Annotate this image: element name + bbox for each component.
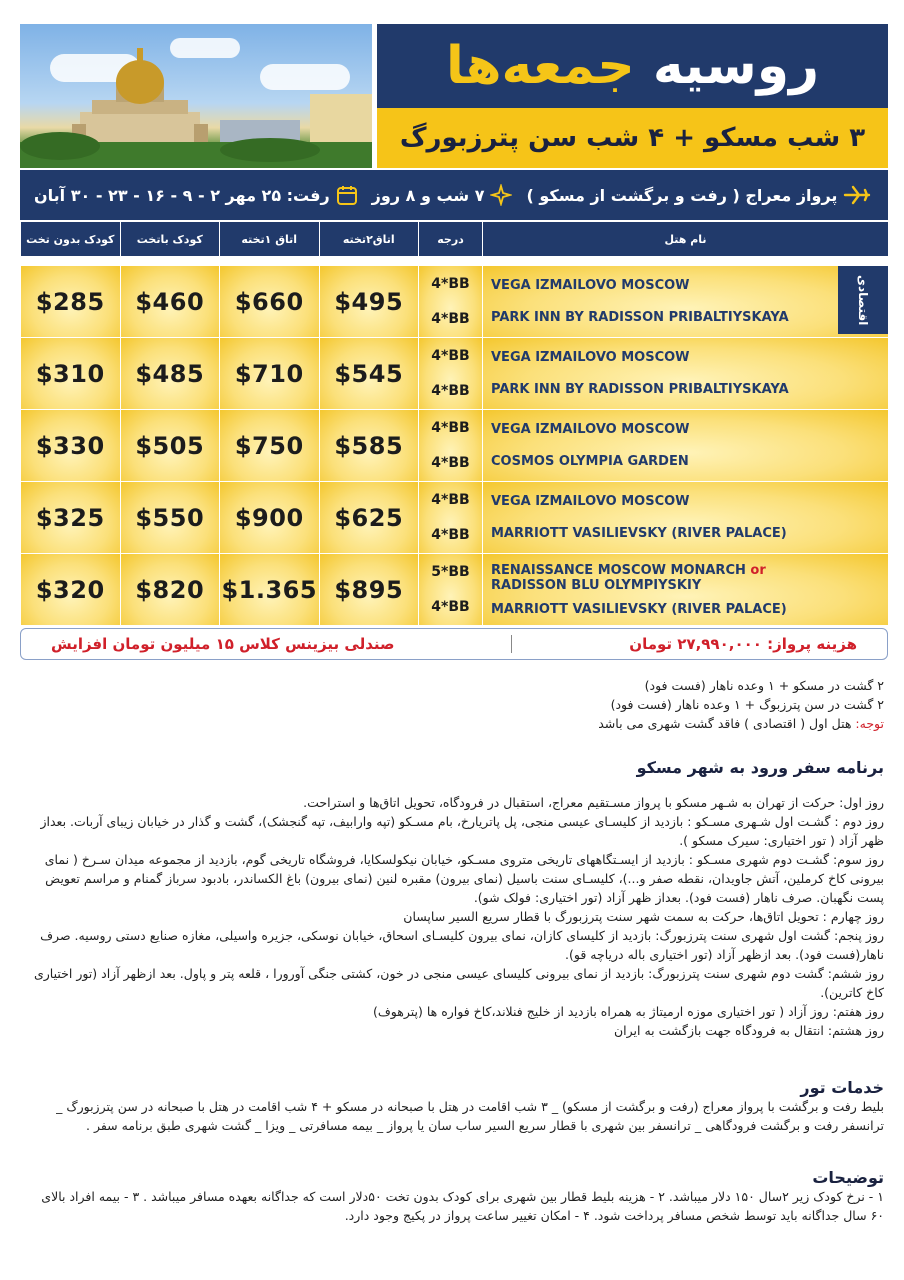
header-child-bed: کودک باتخت	[120, 222, 220, 256]
hotel-option-a: RENAISSANCE MOSCOW MONARCH	[491, 562, 746, 578]
price-table	[20, 266, 888, 626]
grade-1: 4*BB	[431, 347, 470, 364]
price-single: $1.365	[219, 554, 319, 625]
hotel-stpetersburg: PARK INN BY RADISSON PRIBALTIYSKAYA	[491, 381, 789, 397]
header-hotel: نام هتل	[482, 222, 888, 256]
hotel-option-b: RADISSON BLU OLYMPIYSKIY	[491, 577, 702, 593]
grade-2: 4*BB	[431, 311, 470, 328]
table-row	[20, 482, 888, 554]
price-child-nobed: $285	[20, 266, 120, 337]
itinerary-title: برنامه سفر ورود به شهر مسکو	[636, 758, 884, 777]
table-row	[20, 266, 888, 338]
note-attention	[24, 714, 884, 733]
grade-1: 4*BB	[431, 491, 470, 508]
day-6: روز ششم: گشت دوم شهری سنت پترزبورگ: بازدید از نمای بیرونی کلیسای عیسی منجی در خون، کشتی جنگی آورورا ، قلعه پتر و پاول. بعد ازظهر آزاد (تور اختیاری کاخ کاترین).	[33, 966, 884, 1000]
price-single: $900	[219, 482, 319, 553]
grade-cell	[418, 554, 482, 625]
remarks-section	[24, 1168, 884, 1225]
table-row	[20, 554, 888, 626]
sparkle-icon	[490, 184, 512, 206]
price-double: $585	[319, 410, 419, 481]
price-double: $495	[319, 266, 419, 337]
header-single: اتاق ۱تخته	[219, 222, 319, 256]
st-petersburg-photo	[20, 24, 372, 168]
header-grade: درجه	[418, 222, 482, 256]
hotel-stpetersburg: MARRIOTT VASILIEVSKY (RIVER PALACE)	[491, 525, 787, 541]
grade-cell	[418, 338, 482, 409]
cathedral-illustration	[20, 24, 372, 168]
hotel-stpetersburg: PARK INN BY RADISSON PRIBALTIYSKAYA	[491, 309, 789, 325]
day-4: روز چهارم : تحویل اتاق‌ها، حرکت به سمت شهر سنت پترزبورگ با قطار سریع السیر ساپسان	[403, 909, 884, 924]
duration-group	[372, 184, 513, 206]
remarks-title: توضیحات	[812, 1168, 884, 1187]
hotel-stpetersburg: COSMOS OLYMPIA GARDEN	[491, 453, 689, 469]
grade-cell	[418, 410, 482, 481]
day-1: روز اول: حرکت از تهران به شـهر مسکو با پرواز مسـتقیم معراج، استقبال در فرودگاه، تحویل اتاق‌ها و استراحت.	[303, 795, 884, 810]
grade-2: 4*BB	[431, 599, 470, 616]
calendar-icon	[336, 184, 358, 206]
or-label: or	[750, 562, 766, 578]
price-double: $545	[319, 338, 419, 409]
notes-section	[24, 676, 884, 733]
grade-1: 4*BB	[431, 419, 470, 436]
price-single: $710	[219, 338, 319, 409]
services-section	[24, 1078, 884, 1135]
hotel-cell	[482, 266, 888, 337]
price-child-bed: $505	[120, 410, 220, 481]
day-5: روز پنجم: گشت اول شهری سنت پترزبورگ: بازدید از کلیسای کازان، نمای بیرون کلیسـای اسحاق، خیابان نوسکی، جزیره واسیلی، مغازه صنایع دستی روسیه. صرف ناهار(فست فود). بعد ازظهر آزاد (تور اختیاری باله دریاچه قو).	[40, 928, 884, 962]
services-title: خدمات تور	[800, 1078, 884, 1097]
business-class-bar	[20, 628, 888, 660]
dates-group	[34, 184, 358, 206]
grade-2: 4*BB	[431, 383, 470, 400]
subtitle: ۳ شب مسکو + ۴ شب سن پترزبورگ	[399, 123, 866, 153]
itinerary-section	[24, 758, 884, 1040]
subtitle-banner	[377, 108, 888, 168]
day-3: روز سوم: گشـت دوم شهری مسـکو : بازدید از ایسـتگاههای تاریخی متروی مسـکو، خیابان نیکولسکایا، فروشگاه تاریخی گوم، بازدید از مجموعه میدان سـرخ ( نمای بیرونی کاخ کرملین، آتش جاویدان، نقطه صفر و...)، کلیسـای سنت باسیل (نمای بیرون) مقبره لنین (نمای بیرون) باغ الکساندر، بادبود سرباز گمنام و مراسم تعویض پست نگهبان. صرف ناهار (فست فود). بعداز ظهر آزاد (تور اختیاری: فولک شو).	[44, 852, 884, 905]
note-moscow-tours: ۲ گشت در مسکو + ۱ وعده ناهار (فست فود)	[644, 678, 884, 693]
price-child-nobed: $310	[20, 338, 120, 409]
flight-info: پرواز معراج ( رفت و برگشت از مسکو )	[526, 185, 838, 205]
price-child-nobed: $325	[20, 482, 120, 553]
price-child-nobed: $330	[20, 410, 120, 481]
title-white: روسیه	[652, 36, 820, 96]
hotel-cell	[482, 410, 888, 481]
price-double: $625	[319, 482, 419, 553]
hotel-cell	[482, 554, 888, 625]
grade-2: 4*BB	[431, 455, 470, 472]
header-child-nobed: کودک بدون تخت	[20, 222, 120, 256]
day-8: روز هشتم: انتقال به فرودگاه جهت بازگشت به ایران	[614, 1023, 884, 1038]
price-single: $660	[219, 266, 319, 337]
header-double: اتاق۲تخته	[319, 222, 419, 256]
note-stpetersburg-tours: ۲ گشت در سن پترزبوگ + ۱ وعده ناهار (فست فود)	[610, 697, 884, 712]
economy-badge	[838, 266, 888, 334]
day-7: روز هفتم: روز آزاد ( تور اختیاری موزه ارمیتاژ به همراه بازدید از خلیج فنلاند،کاخ فواره ها (پترهوف)	[372, 1004, 884, 1019]
travel-dates: رفت: ۲۵ مهر ۲ - ۹ - ۱۶ - ۲۳ - ۳۰ آبان	[34, 185, 330, 205]
price-table-header	[20, 222, 888, 256]
grade-1: 4*BB	[431, 275, 470, 292]
tour-duration: ۷ شب و ۸ روز	[371, 185, 485, 205]
divider	[511, 635, 512, 653]
hotel-cell	[482, 338, 888, 409]
grade-cell	[418, 266, 482, 337]
page-title	[446, 36, 819, 96]
business-seat-note: صندلی بیزینس کلاس ۱۵ میلیون تومان افزایش	[51, 635, 395, 653]
hotel-moscow: VEGA IZMAILOVO MOSCOW	[491, 422, 690, 438]
price-single: $750	[219, 410, 319, 481]
hotel-stpetersburg: MARRIOTT VASILIEVSKY (RIVER PALACE)	[491, 601, 787, 617]
price-child-bed: $460	[120, 266, 220, 337]
grade-2: 4*BB	[431, 527, 470, 544]
date-bar	[20, 170, 888, 220]
hotel-moscow: VEGA IZMAILOVO MOSCOW	[491, 494, 690, 510]
services-text: بلیط رفت و برگشت با پرواز معراج (رفت و برگشت از مسکو) _ ۳ شب اقامت در هتل با صبحانه در مسکو + ۴ شب اقامت در هتل با صبحانه در سن پترزبورگ _ ترانسفر رفت و برگشت فرودگاهی _ ترانسفر بین شهری با قطار سریع السیر ساب سان یا پرواز _ بیمه مسافرتی _ ویزا _ گشت شهری طبق برنامه سفر .	[56, 1099, 884, 1133]
grade-1: 5*BB	[431, 563, 470, 580]
day-2: روز دوم : گشـت اول شـهری مسـکو : بازدید از کلیسـای عیسی منجی، پل پاتریارخ، بام مسـکو (تپه وارابیف، تپه گنجشک)، گشت و گذار در خیابان زیبای آربات. بعداز ظهر آزاد ( تور اختیاری: سیرک مسکو ).	[40, 814, 884, 848]
title-banner	[377, 24, 888, 108]
flight-group	[526, 184, 873, 206]
price-child-bed: $550	[120, 482, 220, 553]
hotel-cell	[482, 482, 888, 553]
note-text: هتل اول ( اقتصادی ) فاقد گشت شهری می باشد	[598, 716, 856, 731]
economy-label: اقتصادی	[856, 274, 870, 326]
hotel-moscow	[491, 563, 766, 593]
price-child-bed: $485	[120, 338, 220, 409]
note-label: توجه:	[855, 716, 884, 731]
hotel-moscow: VEGA IZMAILOVO MOSCOW	[491, 350, 690, 366]
price-double: $895	[319, 554, 419, 625]
hotel-moscow: VEGA IZMAILOVO MOSCOW	[491, 278, 690, 294]
table-row	[20, 338, 888, 410]
price-child-bed: $820	[120, 554, 220, 625]
price-child-nobed: $320	[20, 554, 120, 625]
remarks-text: ۱ - نرخ کودک زیر ۲سال ۱۵۰ دلار میباشد. ۲ - هزینه بلیط قطار بین شهری برای کودک بدون تخت ۵۰دلار است که جداگانه بعهده مسافر میباشد . ۳ - بیمه افراد بالای ۶۰ سال جداگانه باید توسط شخص مسافر پرداخت شود. ۴ - امکان تغییر ساعت پرواز در پکیج وجود دارد.	[41, 1189, 884, 1223]
grade-cell	[418, 482, 482, 553]
title-yellow: جمعه‌ها	[445, 36, 635, 96]
flight-cost: هزینه پرواز: ۲۷,۹۹۰,۰۰۰ تومان	[629, 635, 857, 653]
table-row	[20, 410, 888, 482]
airplane-icon	[843, 184, 873, 206]
